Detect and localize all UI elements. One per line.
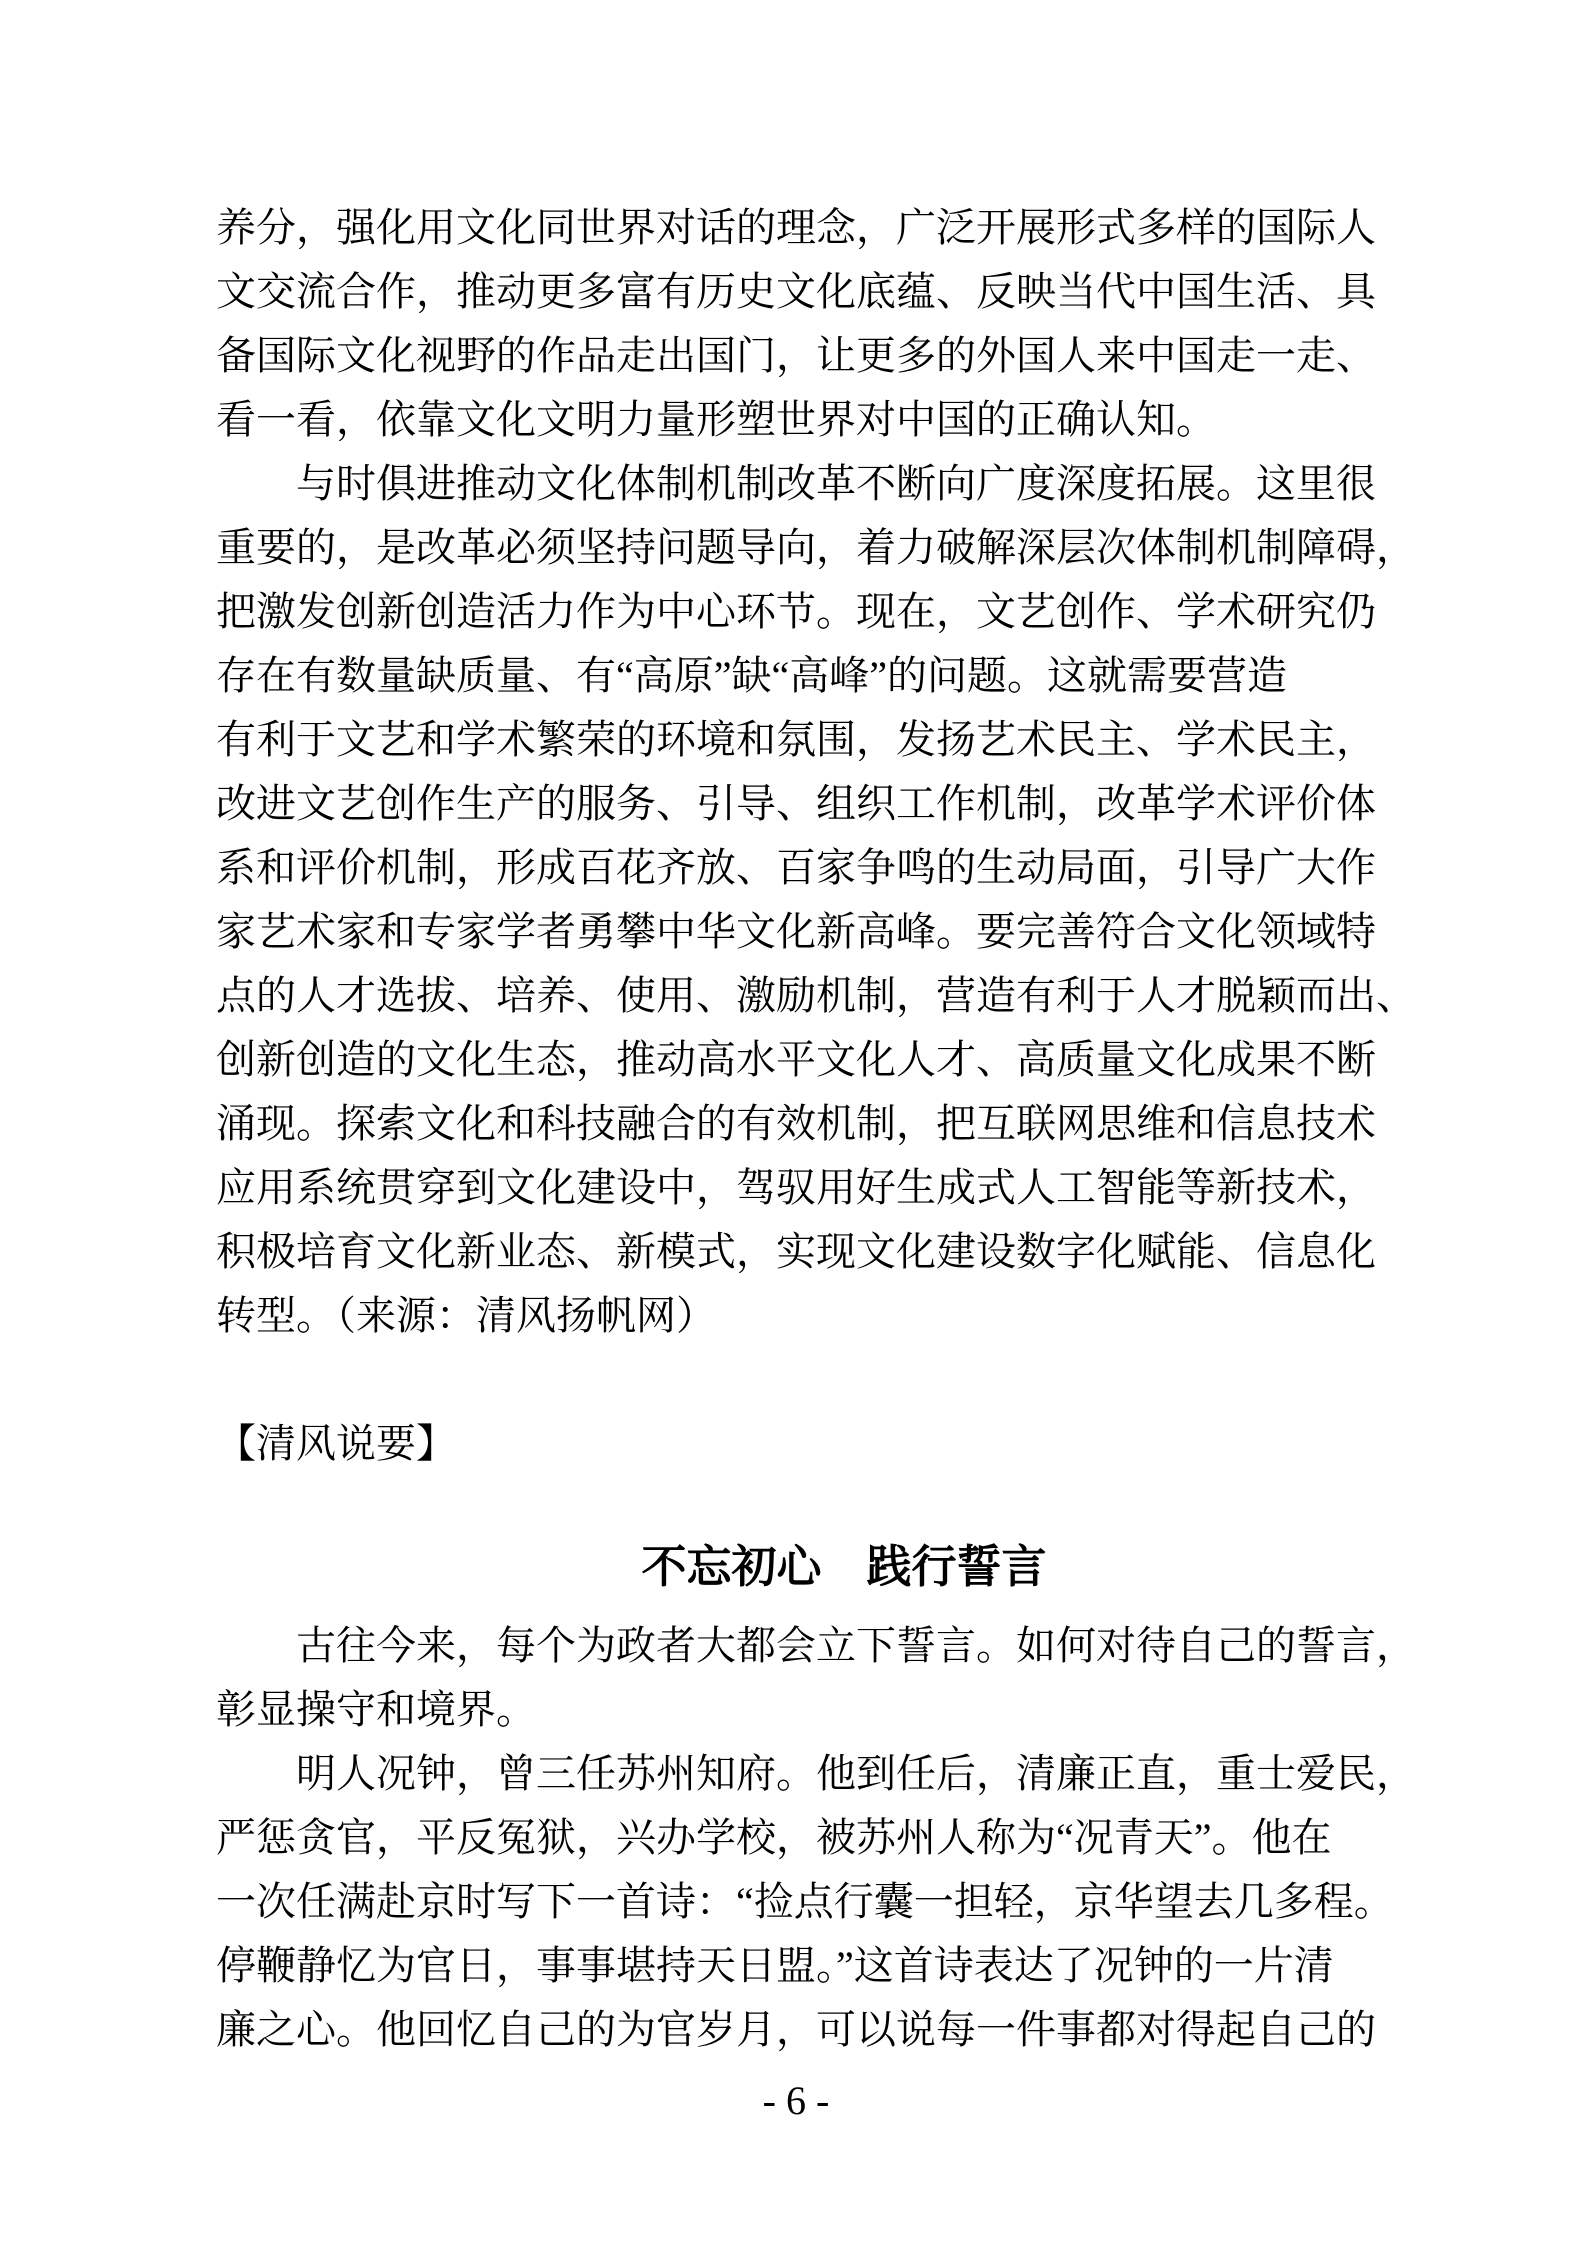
text-line: 重要的，是改革必须坚持问题导向，着力破解深层次体制机制障碍，: [216, 525, 1416, 570]
article-title: 不忘初心 践行誓言: [641, 1542, 1047, 1592]
article-body-text: [216, 1614, 1416, 2062]
text-line: 看一看，依靠文化文明力量形塑世界对中国的正确认知。: [216, 397, 1216, 442]
text-line: 彰显操守和境界。: [216, 1687, 536, 1732]
text-line: 明人况钟，曾三任苏州知府。他到任后，清廉正直，重士爱民，: [296, 1751, 1416, 1796]
text-line: 改进文艺创作生产的服务、引导、组织工作机制，改革学术评价体: [216, 781, 1376, 826]
text-line: 系和评价机制，形成百花齐放、百家争鸣的生动局面，引导广大作: [216, 845, 1376, 890]
text-line: 积极培育文化新业态、新模式，实现文化建设数字化赋能、信息化: [216, 1229, 1376, 1274]
text-line: 家艺术家和专家学者勇攀中华文化新高峰。要完善符合文化领域特: [216, 909, 1376, 954]
text-line: 把激发创新创造活力作为中心环节。现在，文艺创作、学术研究仍: [216, 589, 1376, 634]
text-line: 存在有数量缺质量、有“高原”缺“高峰”的问题。这就需要营造: [216, 653, 1288, 698]
text-line: 文交流合作，推动更多富有历史文化底蕴、反映当代中国生活、具: [216, 269, 1376, 314]
text-line: 与时俱进推动文化体制机制改革不断向广度深度拓展。这里很: [296, 461, 1376, 506]
text-line: 涌现。探索文化和科技融合的有效机制，把互联网思维和信息技术: [216, 1101, 1376, 1146]
text-line: 转型。（来源：清风扬帆网）: [216, 1293, 716, 1338]
article-continuation-text: [216, 196, 1416, 1348]
text-line: 严惩贪官，平反冤狱，兴办学校，被苏州人称为“况青天”。他在: [216, 1815, 1332, 1860]
text-line: 应用系统贯穿到文化建设中，驾驭用好生成式人工智能等新技术，: [216, 1165, 1376, 1210]
document-content: [216, 196, 1416, 2133]
text-line: 备国际文化视野的作品走出国门，让更多的外国人来中国走一走、: [216, 333, 1376, 378]
page-number: - 6 -: [762, 2078, 830, 2123]
text-line: 点的人才选拔、培养、使用、激励机制，营造有利于人才脱颖而出、: [216, 973, 1416, 1018]
text-line: 停鞭静忆为官日，事事堪持天日盟。”这首诗表达了况钟的一片清: [216, 1943, 1334, 1988]
section-header: 【清风说要】: [216, 1421, 456, 1466]
text-line: 古往今来，每个为政者大都会立下誓言。如何对待自己的誓言，: [296, 1623, 1416, 1668]
text-line: 养分，强化用文化同世界对话的理念，广泛开展形式多样的国际人: [216, 205, 1376, 250]
text-line: 廉之心。他回忆自己的为官岁月，可以说每一件事都对得起自己的: [216, 2007, 1376, 2052]
text-line: 创新创造的文化生态，推动高水平文化人才、高质量文化成果不断: [216, 1037, 1376, 1082]
text-line: 一次任满赴京时写下一首诗：“捡点行囊一担轻，京华望去几多程。: [216, 1879, 1394, 1924]
text-line: 有利于文艺和学术繁荣的环境和氛围，发扬艺术民主、学术民主，: [216, 717, 1376, 762]
